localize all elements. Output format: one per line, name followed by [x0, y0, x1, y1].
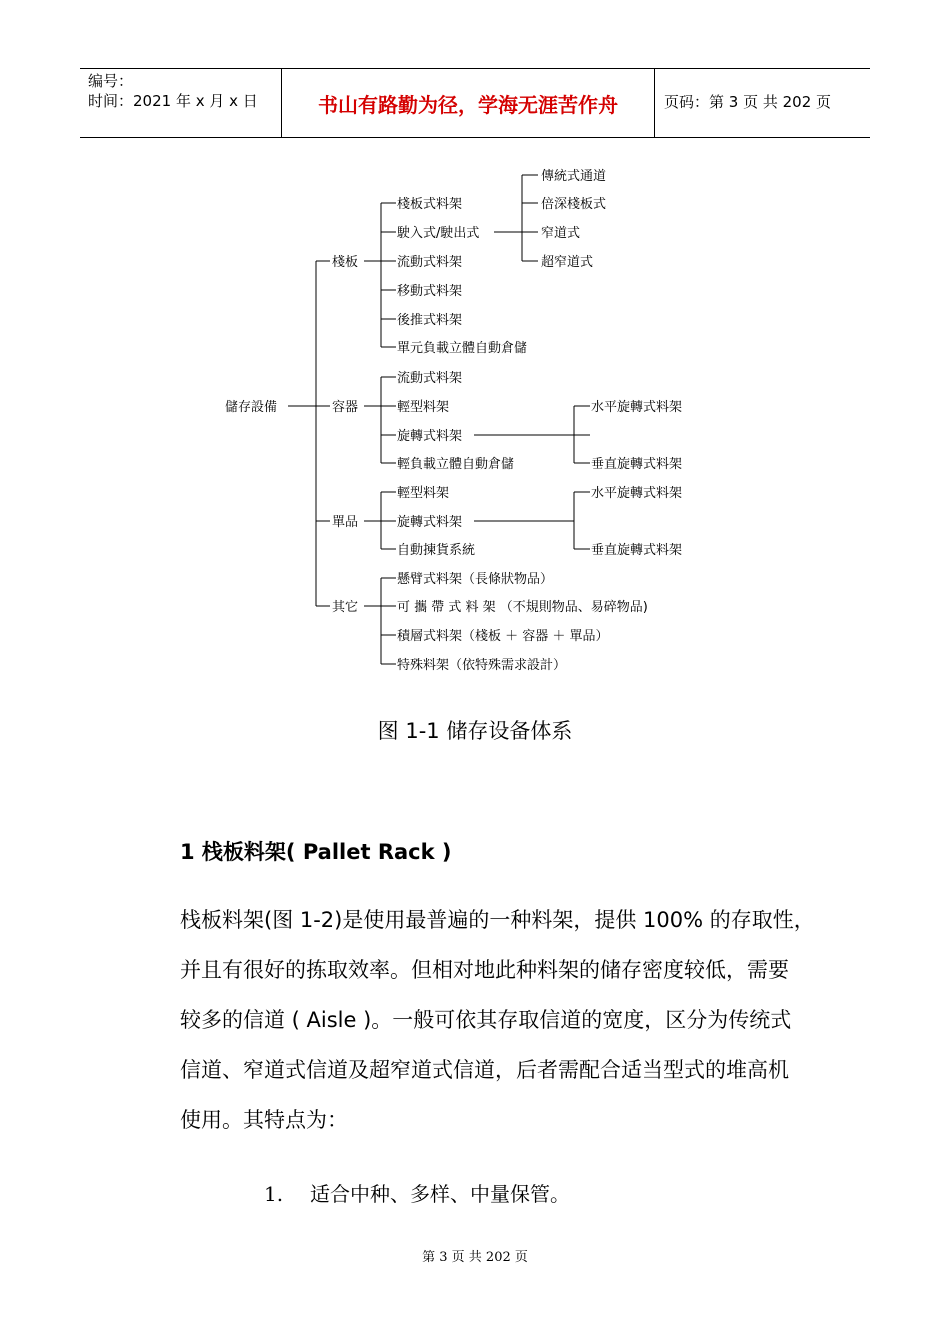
- time-label: 时间：2021 年 x 月 x 日: [88, 92, 258, 110]
- single-sub-item: 水平旋轉式料架: [591, 486, 683, 501]
- paragraph-line: 较多的信道 ( Aisle )。一般可依其存取信道的宽度，区分为传统式: [180, 1008, 792, 1032]
- paragraph-line: 使用。其特点为：: [180, 1108, 348, 1132]
- header-divider: [654, 69, 655, 137]
- page-header: [80, 68, 870, 138]
- storage-equipment-tree-diagram: [0, 160, 950, 680]
- tree-root: 儲存設備: [225, 400, 278, 415]
- container-item: 輕負載立體自動倉儲: [397, 457, 515, 472]
- branch-other: 其它: [332, 600, 359, 615]
- single-item: 自動揀貨系統: [397, 543, 476, 558]
- other-item: 可 攜 帶 式 料 架 （不規則物品、易碎物品): [397, 600, 648, 615]
- other-item: 懸臂式料架（長條狀物品）: [397, 572, 554, 587]
- header-meta: [88, 71, 258, 111]
- single-sub-item: 垂直旋轉式料架: [591, 543, 683, 558]
- other-item: 積層式料架（棧板 ＋ 容器 ＋ 單品）: [397, 629, 609, 644]
- pallet-item: 流動式料架: [397, 255, 463, 270]
- pallet-sub-item: 超窄道式: [541, 255, 594, 270]
- header-page-info: 页码：第 3 页 共 202 页: [664, 93, 832, 111]
- pallet-sub-item: 倍深棧板式: [541, 197, 607, 212]
- number-label: 编号：: [88, 72, 134, 90]
- section-heading: 1 栈板料架( Pallet Rack ): [180, 840, 452, 864]
- list-item-text: 适合中种、多样、中量保管。: [310, 1182, 570, 1206]
- container-item: 流動式料架: [397, 371, 463, 386]
- pallet-sub-item: 窄道式: [541, 226, 581, 241]
- container-sub-item: 水平旋轉式料架: [591, 400, 683, 415]
- page-footer: 第 3 页 共 202 页: [422, 1250, 528, 1265]
- body-paragraph: [180, 895, 840, 1145]
- pallet-item: 移動式料架: [397, 284, 463, 299]
- single-item: 旋轉式料架: [397, 515, 463, 530]
- pallet-item: 後推式料架: [397, 313, 463, 328]
- paragraph-line: 栈板料架(图 1-2)是使用最普遍的一种料架，提供 100% 的存取性，: [180, 908, 815, 932]
- branch-container: 容器: [332, 400, 359, 415]
- pallet-item: 棧板式料架: [397, 197, 463, 212]
- list-item-number: 1.: [264, 1182, 284, 1206]
- paragraph-line: 信道、窄道式信道及超窄道式信道，后者需配合适当型式的堆高机: [180, 1058, 789, 1082]
- container-sub-item: 垂直旋轉式料架: [591, 457, 683, 472]
- pallet-sub-item: 傳統式通道: [541, 169, 607, 184]
- paragraph-line: 并且有很好的拣取效率。但相对地此种料架的储存密度较低，需要: [180, 958, 789, 982]
- list-item: [264, 1178, 570, 1207]
- other-item: 特殊料架（依特殊需求設計）: [397, 658, 567, 673]
- container-item: 輕型料架: [397, 400, 450, 415]
- header-motto: 书山有路勤为径，学海无涯苦作舟: [318, 92, 618, 117]
- figure-caption: 图 1-1 储存设备体系: [377, 719, 573, 743]
- container-item: 旋轉式料架: [397, 429, 463, 444]
- pallet-item: 駛入式/駛出式: [397, 226, 480, 241]
- branch-single: 單品: [332, 515, 359, 530]
- branch-pallet: 棧板: [332, 255, 359, 270]
- single-item: 輕型料架: [397, 486, 450, 501]
- pallet-item: 單元負載立體自動倉儲: [397, 341, 528, 356]
